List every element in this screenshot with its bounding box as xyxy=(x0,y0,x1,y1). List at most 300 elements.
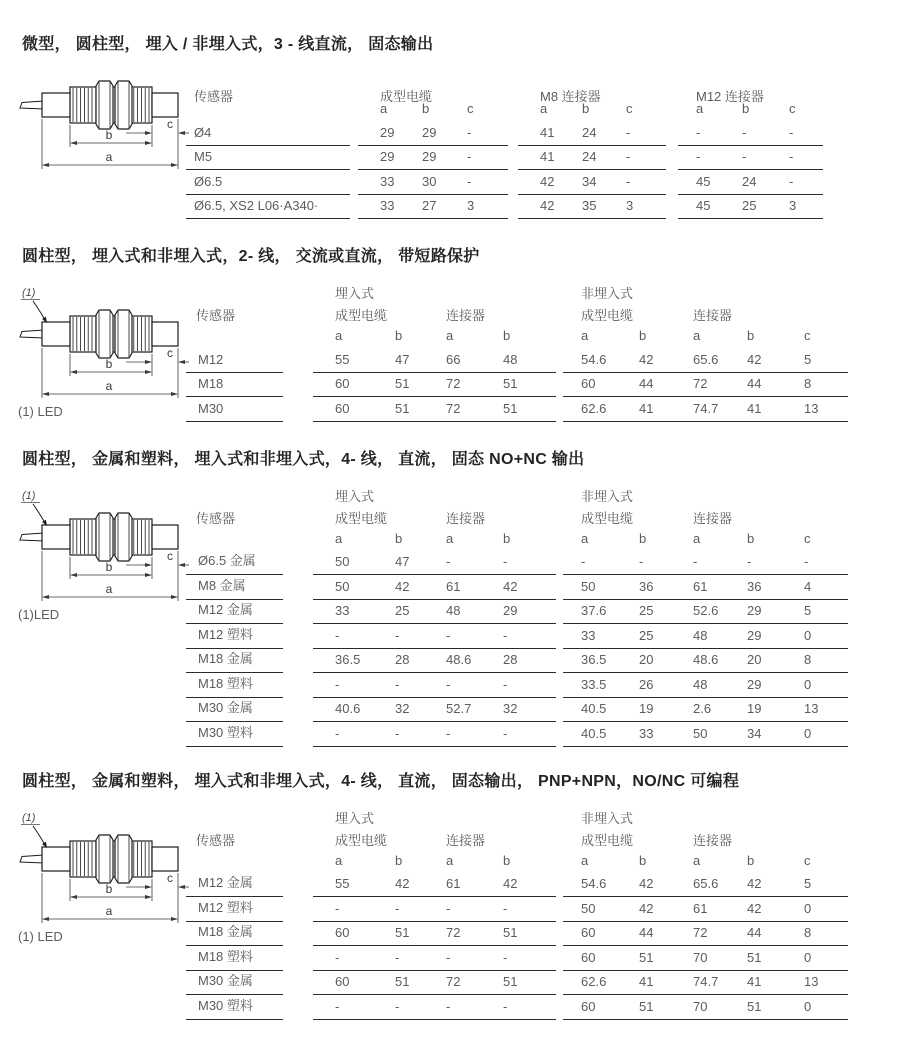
table-row xyxy=(186,831,870,853)
value-cell: - xyxy=(696,124,701,140)
value-cell: 51 xyxy=(395,376,410,391)
value-cell: - xyxy=(503,900,508,916)
value-cell: 45 xyxy=(696,198,711,213)
svg-text:(1): (1) xyxy=(22,489,36,502)
table-row xyxy=(186,509,870,531)
sensor-name-cell: Ø4 xyxy=(186,125,350,146)
value-cell: - xyxy=(446,676,451,692)
value-cell: 33 xyxy=(380,173,395,189)
sensor-name-cell: Ø6.5 金属 xyxy=(186,550,283,575)
mount-type-header-nonflush: 非埋入式 xyxy=(581,488,634,504)
value-cell: - xyxy=(696,149,701,164)
value-cell: 51 xyxy=(503,925,518,940)
column-subheader: c xyxy=(626,101,633,116)
value-cell: 36.5 xyxy=(335,652,361,667)
value-cell: 72 xyxy=(693,376,708,391)
value-cell: 42 xyxy=(540,198,555,213)
sensor-dimension-drawing xyxy=(14,75,190,173)
table-row xyxy=(186,328,870,348)
table-row xyxy=(186,600,870,625)
value-cell: 33 xyxy=(335,603,350,618)
value-cell: 74.7 xyxy=(693,400,719,416)
value-cell: 54.6 xyxy=(581,876,607,891)
value-cell: - xyxy=(503,949,508,965)
value-cell: 34 xyxy=(582,173,597,189)
column-subheader: a xyxy=(581,530,589,546)
value-cell: 55 xyxy=(335,876,350,891)
column-subheader: a xyxy=(581,852,589,868)
value-cell: 51 xyxy=(395,974,410,989)
value-cell: 41 xyxy=(747,400,762,416)
sensor-name-cell: M18 塑料 xyxy=(186,946,283,971)
value-cell: 0 xyxy=(804,998,812,1014)
value-cell: 5 xyxy=(804,351,812,367)
mount-type-header-flush: 埋入式 xyxy=(335,488,375,504)
table-row xyxy=(186,575,870,600)
column-subheader: b xyxy=(395,328,403,343)
dimensions-table xyxy=(186,284,870,422)
sensor-name-cell: M12 金属 xyxy=(186,599,283,624)
section-title: 圆柱型， 金属和塑料， 埋入式和非埋入式，4- 线， 直流， 固态 NO+NC 输出 xyxy=(22,450,585,468)
value-cell: 0 xyxy=(804,949,812,965)
value-cell: - xyxy=(446,900,451,916)
value-cell: 41 xyxy=(639,400,654,416)
value-cell: 42 xyxy=(747,900,762,916)
value-cell: 42 xyxy=(639,876,654,891)
value-cell: 50 xyxy=(581,578,596,594)
svg-text:(1): (1) xyxy=(22,811,36,824)
dimensions-table xyxy=(186,75,870,219)
value-cell: - xyxy=(639,554,644,569)
value-cell: 42 xyxy=(540,173,555,189)
value-cell: 62.6 xyxy=(581,400,607,416)
sensor-name-cell: Ø6.5 xyxy=(186,174,350,195)
column-group-header: 成型电缆 xyxy=(335,308,388,323)
value-cell: 32 xyxy=(503,701,518,716)
value-cell: - xyxy=(503,676,508,692)
value-cell: 4 xyxy=(804,578,812,594)
mount-type-header-flush: 埋入式 xyxy=(335,810,375,826)
column-group-header: 连接器 xyxy=(446,832,486,848)
value-cell: 32 xyxy=(395,701,410,716)
value-cell: 72 xyxy=(446,974,461,989)
value-cell: - xyxy=(446,627,451,643)
value-cell: 33 xyxy=(581,627,596,643)
value-cell: 29 xyxy=(422,124,437,140)
column-subheader: a xyxy=(335,328,343,343)
sensor-name-cell: Ø6.5, XS2 L06·A340· xyxy=(186,198,350,219)
table-row xyxy=(186,146,870,171)
dimensions-table xyxy=(186,487,870,747)
column-subheader: b xyxy=(747,530,755,546)
value-cell: 51 xyxy=(747,949,762,965)
section-2wire-shortcircuit xyxy=(18,247,870,422)
mount-type-header-nonflush: 非埋入式 xyxy=(581,810,634,826)
value-cell: 60 xyxy=(335,925,350,940)
sensor-name-cell: M18 塑料 xyxy=(186,673,283,698)
svg-text:a: a xyxy=(105,581,113,596)
column-subheader: b xyxy=(395,530,403,546)
value-cell: 8 xyxy=(804,652,812,667)
value-cell: 48 xyxy=(503,351,518,367)
value-cell: - xyxy=(789,124,794,140)
table-row xyxy=(186,922,870,947)
column-subheader: b xyxy=(747,852,755,868)
column-subheader: a xyxy=(335,852,343,868)
sensor-dimension-drawing xyxy=(14,487,190,605)
value-cell: - xyxy=(747,554,752,569)
column-subheader: b xyxy=(639,328,647,343)
value-cell: 44 xyxy=(747,925,762,940)
value-cell: - xyxy=(789,149,794,164)
mount-type-header-nonflush: 非埋入式 xyxy=(581,286,634,301)
value-cell: 72 xyxy=(446,400,461,416)
value-cell: - xyxy=(335,725,340,741)
value-cell: 28 xyxy=(395,652,410,667)
value-cell: 52.6 xyxy=(693,603,719,618)
column-subheader: b xyxy=(503,852,511,868)
table-row xyxy=(186,673,870,698)
value-cell: 51 xyxy=(395,400,410,416)
value-cell: 48 xyxy=(693,676,708,692)
table-row xyxy=(186,897,870,922)
sensor-name-cell: M12 金属 xyxy=(186,872,283,897)
value-cell: 0 xyxy=(804,725,812,741)
value-cell: 51 xyxy=(503,400,518,416)
svg-text:(1): (1) xyxy=(22,287,36,299)
svg-text:c: c xyxy=(167,346,173,360)
value-cell: 25 xyxy=(639,603,654,618)
table-row xyxy=(186,397,870,422)
value-cell: - xyxy=(446,554,451,569)
sensor-name-cell: M18 xyxy=(186,376,283,397)
led-note: (1) LED xyxy=(18,928,63,944)
section-title: 圆柱型， 金属和塑料， 埋入式和非埋入式，4- 线， 直流， 固态输出， PNP+NPN，NO/NC 可编程 xyxy=(22,772,740,790)
value-cell: 60 xyxy=(581,925,596,940)
value-cell: 34 xyxy=(747,725,762,741)
column-group-header: 成型电缆 xyxy=(335,832,388,848)
value-cell: 24 xyxy=(742,173,757,189)
table-row xyxy=(186,698,870,723)
column-group-header: 成型电缆 xyxy=(581,510,634,526)
value-cell: 24 xyxy=(582,149,597,164)
value-cell: 70 xyxy=(693,998,708,1014)
value-cell: 42 xyxy=(503,876,518,891)
value-cell: 36 xyxy=(639,578,654,594)
column-group-header: 连接器 xyxy=(446,308,486,323)
value-cell: 13 xyxy=(804,400,819,416)
value-cell: 27 xyxy=(422,198,437,213)
value-cell: 29 xyxy=(380,124,395,140)
led-note: (1)LED xyxy=(18,606,60,622)
column-subheader: a xyxy=(380,101,388,116)
section-miniature-3wire xyxy=(22,35,870,219)
value-cell: 0 xyxy=(804,676,812,692)
value-cell: 25 xyxy=(742,198,757,213)
table-row xyxy=(186,995,870,1020)
value-cell: 48 xyxy=(693,627,708,643)
sensor-name-cell: M5 xyxy=(186,149,350,170)
value-cell: 47 xyxy=(395,554,410,569)
value-cell: 40.5 xyxy=(581,701,607,716)
value-cell: 13 xyxy=(804,701,819,716)
value-cell: 28 xyxy=(503,652,518,667)
column-group-header: 成型电缆 xyxy=(380,89,433,104)
value-cell: 51 xyxy=(639,998,654,1014)
svg-text:c: c xyxy=(167,117,173,131)
value-cell: 26 xyxy=(639,676,654,692)
value-cell: 25 xyxy=(395,603,410,618)
value-cell: 29 xyxy=(422,149,437,164)
value-cell: 24 xyxy=(582,124,597,140)
value-cell: 42 xyxy=(747,351,762,367)
value-cell: 48.6 xyxy=(446,652,472,667)
value-cell: 2.6 xyxy=(693,701,712,716)
value-cell: 48 xyxy=(446,603,461,618)
value-cell: 29 xyxy=(747,676,762,692)
column-subheader: b xyxy=(639,530,647,546)
mount-type-header-flush: 埋入式 xyxy=(335,286,375,301)
column-subheader: a xyxy=(696,101,704,116)
value-cell: 66 xyxy=(446,351,461,367)
value-cell: 60 xyxy=(581,949,596,965)
table-row xyxy=(186,809,870,831)
value-cell: 61 xyxy=(446,876,461,891)
value-cell: 42 xyxy=(395,578,410,594)
column-subheader: a xyxy=(693,530,701,546)
value-cell: 0 xyxy=(804,900,812,916)
value-cell: 51 xyxy=(639,949,654,965)
column-header-sensor: 传感器 xyxy=(196,308,236,323)
table-row xyxy=(186,722,870,747)
value-cell: 35 xyxy=(582,198,597,213)
table-row xyxy=(186,624,870,649)
table-row xyxy=(186,121,870,146)
value-cell: 3 xyxy=(626,198,634,213)
table-row xyxy=(186,195,870,220)
section-title: 微型， 圆柱型， 埋入 / 非埋入式，3 - 线直流， 固态输出 xyxy=(22,36,434,53)
value-cell: 52.7 xyxy=(446,701,472,716)
value-cell: - xyxy=(503,627,508,643)
value-cell: 36 xyxy=(747,578,762,594)
column-header-sensor: 传感器 xyxy=(196,510,236,526)
table-row xyxy=(186,649,870,674)
value-cell: 51 xyxy=(503,376,518,391)
sensor-name-cell: M18 金属 xyxy=(186,921,283,946)
value-cell: 40.5 xyxy=(581,725,607,741)
column-group-header: 连接器 xyxy=(693,510,733,526)
value-cell: 61 xyxy=(693,578,708,594)
value-cell: 47 xyxy=(395,351,410,367)
table-row xyxy=(186,101,870,121)
value-cell: 29 xyxy=(380,149,395,164)
value-cell: - xyxy=(395,900,400,916)
svg-text:b: b xyxy=(105,881,113,896)
value-cell: 36.5 xyxy=(581,652,607,667)
svg-text:a: a xyxy=(105,150,113,164)
value-cell: - xyxy=(335,676,340,692)
value-cell: - xyxy=(503,998,508,1014)
value-cell: 60 xyxy=(335,974,350,989)
table-row xyxy=(186,373,870,398)
value-cell: 44 xyxy=(639,925,654,940)
value-cell: - xyxy=(335,627,340,643)
value-cell: 55 xyxy=(335,351,350,367)
value-cell: 3 xyxy=(467,198,475,213)
value-cell: - xyxy=(789,173,794,189)
value-cell: 50 xyxy=(581,900,596,916)
table-row xyxy=(186,551,870,576)
svg-text:b: b xyxy=(105,559,113,574)
column-subheader: b xyxy=(639,852,647,868)
column-header-sensor: 传感器 xyxy=(196,832,236,848)
column-group-header: 成型电缆 xyxy=(581,308,634,323)
value-cell: 40.6 xyxy=(335,701,361,716)
value-cell: - xyxy=(446,725,451,741)
sensor-name-cell: M12 塑料 xyxy=(186,624,283,649)
value-cell: 65.6 xyxy=(693,351,719,367)
value-cell: - xyxy=(626,149,631,164)
value-cell: 41 xyxy=(540,124,555,140)
sensor-name-cell: M30 金属 xyxy=(186,697,283,722)
value-cell: - xyxy=(335,949,340,965)
column-subheader: a xyxy=(446,530,454,546)
column-group-header: 连接器 xyxy=(693,308,733,323)
svg-text:c: c xyxy=(167,548,173,563)
column-subheader: a xyxy=(693,852,701,868)
column-subheader: a xyxy=(693,328,701,343)
value-cell: 70 xyxy=(693,949,708,965)
value-cell: - xyxy=(626,124,631,140)
value-cell: - xyxy=(395,676,400,692)
value-cell: - xyxy=(395,998,400,1014)
column-group-header: M8 连接器 xyxy=(540,89,601,104)
value-cell: 30 xyxy=(422,173,437,189)
sensor-name-cell: M30 塑料 xyxy=(186,722,283,747)
column-subheader: a xyxy=(540,101,548,116)
sensor-diagram xyxy=(14,75,186,173)
value-cell: 5 xyxy=(804,603,812,618)
value-cell: 60 xyxy=(335,376,350,391)
value-cell: - xyxy=(335,900,340,916)
table-row xyxy=(186,873,870,898)
svg-text:a: a xyxy=(105,903,113,918)
column-subheader: b xyxy=(395,852,403,868)
value-cell: - xyxy=(467,173,472,189)
table-row xyxy=(186,487,870,509)
value-cell: 8 xyxy=(804,376,812,391)
value-cell: - xyxy=(804,554,809,569)
value-cell: - xyxy=(693,554,698,569)
column-subheader: a xyxy=(446,852,454,868)
dimensions-table xyxy=(186,809,870,1020)
column-group-header: 连接器 xyxy=(446,510,486,526)
column-group-header: 成型电缆 xyxy=(335,510,388,526)
led-note: (1) LED xyxy=(18,404,63,419)
sensor-name-cell: M30 xyxy=(186,401,283,422)
section-4wire-nonc xyxy=(18,450,870,747)
sensor-name-cell: M18 金属 xyxy=(186,648,283,673)
value-cell: - xyxy=(503,554,508,569)
sensor-dimension-drawing xyxy=(14,809,190,927)
column-group-header: 连接器 xyxy=(693,832,733,848)
sensor-diagram xyxy=(14,284,186,419)
sensor-diagram xyxy=(14,487,186,622)
value-cell: - xyxy=(335,998,340,1014)
column-group-header: 成型电缆 xyxy=(581,832,634,848)
svg-text:a: a xyxy=(105,379,113,393)
column-subheader: b xyxy=(582,101,590,116)
sensor-diagram xyxy=(14,809,186,944)
column-subheader: c xyxy=(467,101,474,116)
column-subheader: b xyxy=(503,328,511,343)
sensor-name-cell: M12 xyxy=(186,352,283,373)
value-cell: 72 xyxy=(446,376,461,391)
value-cell: 60 xyxy=(335,400,350,416)
column-subheader: b xyxy=(422,101,430,116)
value-cell: 51 xyxy=(747,998,762,1014)
table-row xyxy=(186,306,870,328)
sensor-name-cell: M30 塑料 xyxy=(186,995,283,1020)
value-cell: 8 xyxy=(804,925,812,940)
table-row xyxy=(186,971,870,996)
value-cell: 60 xyxy=(581,998,596,1014)
sensor-name-cell: M8 金属 xyxy=(186,575,283,600)
sensor-dimension-drawing xyxy=(14,284,190,402)
value-cell: 42 xyxy=(639,900,654,916)
sensor-name-cell: M30 金属 xyxy=(186,970,283,995)
value-cell: 74.7 xyxy=(693,974,719,989)
value-cell: 33 xyxy=(380,198,395,213)
value-cell: 42 xyxy=(639,351,654,367)
svg-text:c: c xyxy=(167,870,173,885)
value-cell: 65.6 xyxy=(693,876,719,891)
table-row xyxy=(186,348,870,373)
value-cell: 20 xyxy=(639,652,654,667)
value-cell: 54.6 xyxy=(581,351,607,367)
value-cell: 29 xyxy=(747,603,762,618)
column-subheader: c xyxy=(804,530,811,546)
svg-text:b: b xyxy=(105,128,113,142)
column-subheader: b xyxy=(747,328,755,343)
value-cell: 41 xyxy=(747,974,762,989)
value-cell: 51 xyxy=(503,974,518,989)
column-subheader: b xyxy=(742,101,750,116)
table-row xyxy=(186,853,870,873)
value-cell: 33.5 xyxy=(581,676,607,692)
value-cell: 42 xyxy=(395,876,410,891)
value-cell: 51 xyxy=(395,925,410,940)
value-cell: 33 xyxy=(639,725,654,741)
sensor-name-cell: M12 塑料 xyxy=(186,897,283,922)
value-cell: - xyxy=(446,949,451,965)
column-subheader: b xyxy=(503,530,511,546)
value-cell: - xyxy=(467,124,472,140)
value-cell: 19 xyxy=(639,701,654,716)
value-cell: 61 xyxy=(693,900,708,916)
column-subheader: a xyxy=(446,328,454,343)
section-title: 圆柱型， 埋入式和非埋入式，2- 线， 交流或直流， 带短路保护 xyxy=(22,248,480,265)
value-cell: 72 xyxy=(693,925,708,940)
value-cell: 41 xyxy=(639,974,654,989)
table-row xyxy=(186,531,870,551)
value-cell: 50 xyxy=(335,578,350,594)
value-cell: 48.6 xyxy=(693,652,719,667)
svg-text:b: b xyxy=(105,357,113,371)
column-subheader: c xyxy=(789,101,796,116)
column-subheader: a xyxy=(581,328,589,343)
column-subheader: c xyxy=(804,852,811,868)
